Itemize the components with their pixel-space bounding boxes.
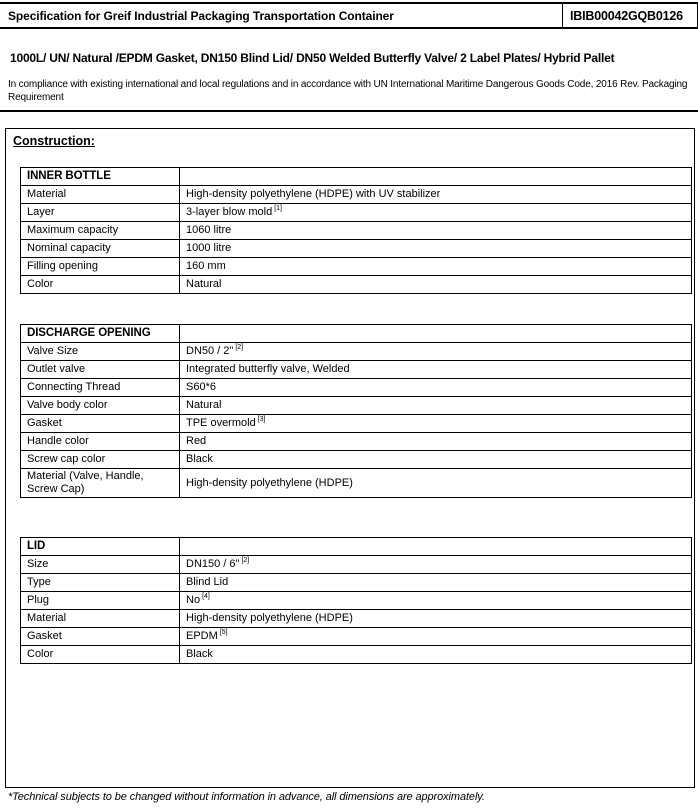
inner-bottle-table (20, 167, 692, 294)
table-row (21, 397, 692, 415)
table-row (21, 574, 692, 592)
table-row (21, 240, 692, 258)
document-header (0, 2, 698, 29)
spec-label: Gasket (21, 628, 180, 646)
spec-label: Gasket (21, 415, 180, 433)
spec-value: Natural (180, 397, 692, 415)
spec-value: DN150 / 6" [2] (180, 556, 692, 574)
table-title-empty-cell (180, 325, 692, 343)
spec-value: 1000 litre (180, 240, 692, 258)
spec-label: Type (21, 574, 180, 592)
spec-value: Black (180, 451, 692, 469)
spec-label: Color (21, 646, 180, 664)
footnote-marker: [2] (235, 344, 244, 352)
technical-disclaimer: *Technical subjects to be changed without information in advance, all dimensions are approximately. (8, 791, 485, 803)
spec-label: Outlet valve (21, 361, 180, 379)
discharge-opening-table (20, 324, 692, 498)
spec-value: Blind Lid (180, 574, 692, 592)
spec-label: Valve body color (21, 397, 180, 415)
spec-label: Valve Size (21, 343, 180, 361)
table-row (21, 610, 692, 628)
spec-label: Layer (21, 204, 180, 222)
table-header-row (21, 538, 692, 556)
spec-label: Handle color (21, 433, 180, 451)
construction-section (5, 128, 695, 788)
spec-label: Plug (21, 592, 180, 610)
footnote-marker: [4] (202, 593, 210, 601)
spec-value: High-density polyethylene (HDPE) (180, 610, 692, 628)
table-row (21, 379, 692, 397)
table-row (21, 469, 692, 498)
table-header-row (21, 325, 692, 343)
spec-label: Material (Valve, Handle, Screw Cap) (21, 469, 180, 498)
table-row (21, 204, 692, 222)
table-row (21, 592, 692, 610)
spec-label: Maximum capacity (21, 222, 180, 240)
spec-value: 1060 litre (180, 222, 692, 240)
footnote-marker: [5] (219, 629, 228, 637)
footnote-marker: [1] (274, 205, 282, 213)
header-divider-rule (0, 110, 698, 112)
spec-value: EPDM [5] (180, 628, 692, 646)
spec-value: S60*6 (180, 379, 692, 397)
spec-label: Screw cap color (21, 451, 180, 469)
document-number: IBIB00042GQB0126 (570, 8, 683, 23)
spec-value: 160 mm (180, 258, 692, 276)
spec-value: No [4] (180, 592, 692, 610)
table-title-empty-cell (180, 168, 692, 186)
footnote-marker: [3] (257, 416, 266, 424)
table-row (21, 433, 692, 451)
table-row (21, 222, 692, 240)
table-title: DISCHARGE OPENING (21, 325, 180, 343)
spec-value: TPE overmold [3] (180, 415, 692, 433)
spec-value: Black (180, 646, 692, 664)
table-row (21, 556, 692, 574)
spec-label: Material (21, 186, 180, 204)
spec-value: Natural (180, 276, 692, 294)
spec-value: Red (180, 433, 692, 451)
table-row (21, 343, 692, 361)
table-title-empty-cell (180, 538, 692, 556)
spec-value: 3-layer blow mold [1] (180, 204, 692, 222)
table-header-row (21, 168, 692, 186)
product-description: 1000L/ UN/ Natural /EPDM Gasket, DN150 Blind Lid/ DN50 Welded Butterfly Valve/ 2 Label Plates/ Hybrid Pallet (10, 51, 615, 65)
spec-label: Material (21, 610, 180, 628)
lid-table (20, 537, 692, 664)
table-row (21, 186, 692, 204)
spec-value: Integrated butterfly valve, Welded (180, 361, 692, 379)
spec-label: Size (21, 556, 180, 574)
table-title: INNER BOTTLE (21, 168, 180, 186)
spec-value: DN50 / 2" [2] (180, 343, 692, 361)
spec-value: High-density polyethylene (HDPE) (180, 469, 692, 498)
table-row (21, 361, 692, 379)
table-row (21, 276, 692, 294)
table-row (21, 646, 692, 664)
spec-value: High-density polyethylene (HDPE) with UV stabilizer (180, 186, 692, 204)
spec-label: Filling opening (21, 258, 180, 276)
construction-heading: Construction: (13, 134, 95, 148)
spec-label: Nominal capacity (21, 240, 180, 258)
footnote-marker: [2] (241, 557, 250, 565)
table-row (21, 258, 692, 276)
table-row (21, 415, 692, 433)
table-title: LID (21, 538, 180, 556)
compliance-note: In compliance with existing international and local regulations and in accordance with UN International Maritime Dangerous Goods Code, 2016 Rev. Packaging Requirement (8, 79, 688, 103)
spec-label: Color (21, 276, 180, 294)
table-row (21, 451, 692, 469)
table-row (21, 628, 692, 646)
spec-label: Connecting Thread (21, 379, 180, 397)
document-title: Specification for Greif Industrial Packaging Transportation Container (0, 4, 563, 27)
